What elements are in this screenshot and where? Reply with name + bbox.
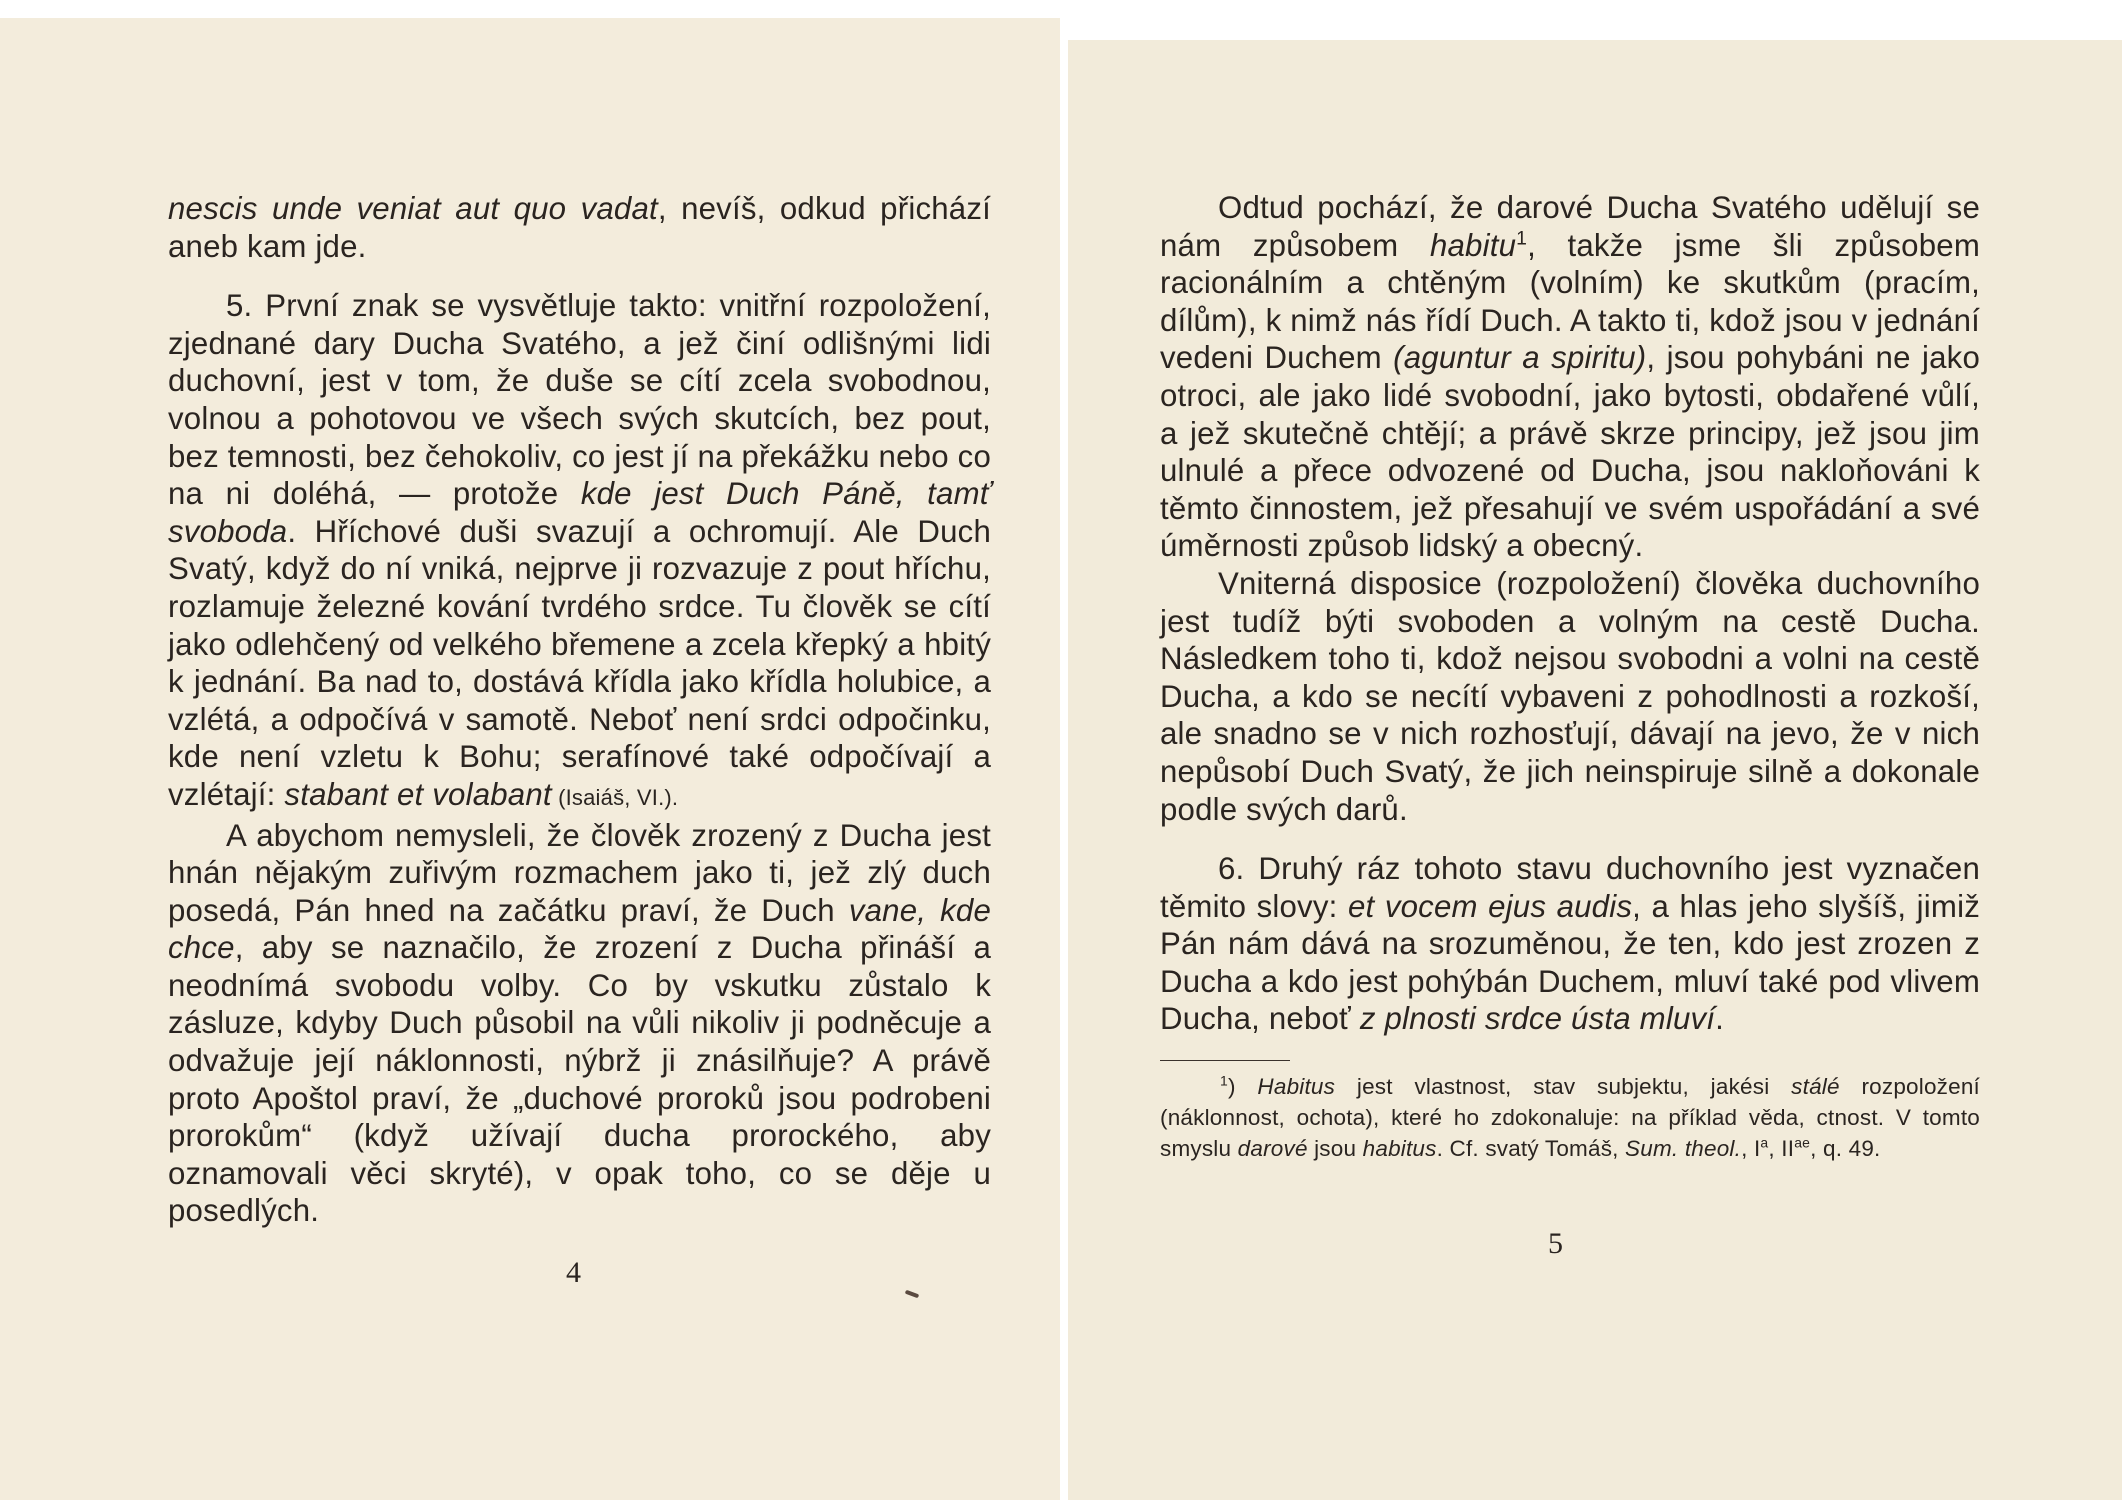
- text-run: (Isaiáš, VI.).: [551, 784, 679, 810]
- text-run: a: [1760, 1134, 1769, 1151]
- right-paragraph-1: [1160, 189, 1980, 565]
- text-run: jest vlastnost, stav subjektu, jakési: [1335, 1074, 1792, 1100]
- footnote-text: [1160, 1071, 1980, 1164]
- text-run: 1: [1516, 227, 1528, 250]
- right-paragraph-2: [1160, 565, 1980, 828]
- text-run: Odtud pochází, že darové Ducha Svatého udělují se nám způsobem: [1160, 190, 1980, 263]
- page-gutter: [1060, 0, 1068, 1500]
- page-number-right: 5: [1548, 1227, 1563, 1260]
- text-run: , q. 49.: [1810, 1136, 1881, 1162]
- left-paragraph-3: [168, 817, 991, 1231]
- text-run: kde jest Duch Páně, tamť svoboda: [168, 476, 991, 549]
- text-run: vane, kde chce: [168, 892, 991, 966]
- text-run: nescis unde veniat aut quo vadat: [168, 191, 658, 226]
- text-run: Vniterná disposice (rozpoložení) člověka duchovního jest tudíž býti svoboden a volným na cestě Ducha. Následkem toho ti, kdož nejsou svobodni a volni na cestě Ducha, a kdo se necítí vybaveni z pohodlnosti a rozkoší, ale snadno se v nich rozhosťují, dávají na jevo, že v nich nepůsobí Duch Svatý, že jich neinspiruje silně a dokonale podle svých darů.: [1160, 565, 1980, 827]
- text-run: , II: [1768, 1136, 1795, 1162]
- text-run: Habitus: [1257, 1074, 1336, 1100]
- left-paragraph-2: [168, 287, 991, 816]
- text-run: , I: [1741, 1136, 1761, 1162]
- text-run: stabant et volabant: [284, 776, 552, 812]
- text-run: . Cf. svatý Tomáš,: [1436, 1136, 1626, 1162]
- left-page-text: [168, 190, 991, 1230]
- text-run: .: [1715, 1001, 1725, 1037]
- text-run: habitus: [1362, 1136, 1437, 1162]
- text-run: , takže jsme šli způsobem racionálním a chtěným (volním) ke skutkům (pracím, dílům), k nimž nás řídí Duch. A takto ti, kdož jsou v jednání vedeni Duchem: [1160, 227, 1980, 376]
- text-run: A abychom nemysleli, že člověk zrozený z Ducha jest hnán nějakým zuřivým rozmachem jako ti, jež zlý duch posedá, Pán hned na začátku praví, že Duch: [168, 817, 991, 928]
- text-run: ae: [1794, 1134, 1811, 1151]
- text-run: . Hříchové duši svazují a ochromují. Ale Duch Svatý, když do ní vniká, nejprve ji rozvazuje z pout hříchu, rozlamuje železné kování tvrdého srdce. Tu člověk se cítí jako odlehčený od velkého břemene a zcela křepký a hbitý k jednání. Ba nad to, dostává křídla jako křídla holubice, a vzlétá, a odpočívá v samotě. Neboť není srdci odpočinku, kde není vzletu k Bohu; serafínové také odpočívají a vzlétají:: [168, 513, 991, 812]
- text-run: 1: [1220, 1072, 1228, 1089]
- text-run: jsou: [1307, 1136, 1363, 1162]
- right-paragraph-3: [1160, 850, 1980, 1038]
- footnote: [1160, 1071, 1980, 1164]
- text-run: habitu: [1429, 227, 1517, 263]
- text-run: darové: [1237, 1136, 1308, 1162]
- text-run: et vocem ejus audis: [1347, 888, 1633, 924]
- text-run: (aguntur a spiritu): [1393, 340, 1647, 376]
- text-run: ): [1227, 1074, 1258, 1100]
- text-run: z plnosti srdce ústa mluví: [1359, 1001, 1716, 1037]
- text-run: rozpoložení (náklonnost, ochota), které ho zdokonaluje: na příklad věda, ctnost. V tomto smyslu: [1160, 1074, 1980, 1162]
- text-run: , aby se naznačilo, že zrození z Ducha přináší a neodnímá svobodu volby. Co by vskutku zůstalo k zásluze, kdyby Duch působil na vůli nikoliv ji podněcuje a odvažuje její náklonnosti, nýbrž ji znásilňuje? A právě proto Apoštol praví, že „duchové proroků jsou podrobeni prorokům“ (když užívají ducha prorockého, aby oznamovali věci skryté), v opak toho, co se děje u posedlých.: [168, 930, 991, 1229]
- text-run: stálé: [1791, 1074, 1840, 1100]
- text-run: 5. První znak se vysvětluje takto: vnitřní rozpoložení, zjednané dary Ducha Svatého, a jež činí odlišnými lidi duchovní, jest v tom, že duše se cítí zcela svobodnou, volnou a pohotovou ve všech svých skutcích, bez pout, bez temnosti, bez čehokoliv, co jest jí na překážku nebo co na ni doléhá, — protože: [168, 288, 991, 512]
- text-run: , a hlas jeho slyšíš, jimiž Pán nám dává na srozuměnou, že ten, kdo jest zrozen z Ducha a kdo jest pohýbán Duchem, mluví také pod vlivem Ducha, neboť: [1160, 888, 1980, 1037]
- right-page-text: [1160, 189, 1980, 1164]
- footnote-rule: [1160, 1060, 1290, 1061]
- text-run: 6. Druhý ráz tohoto stavu duchovního jest vyznačen těmito slovy:: [1160, 851, 1980, 924]
- text-run: , jsou pohybáni ne jako otroci, ale jako lidé svobodní, jako bytosti, obdařené vůlí, a jež skutečně chtějí; a právě skrze principy, jež jsou jim ulnulé a přece odvozené od Ducha, jsou nakloňováni k těmto činnostem, jež přesahují ve svém uspořádání a své úměrnosti způsob lidský a obecný.: [1160, 340, 1980, 564]
- text-run: , nevíš, odkud přichází aneb kam jde.: [168, 191, 991, 264]
- page-number-left: 4: [566, 1256, 581, 1289]
- left-paragraph-1: [168, 190, 991, 265]
- text-run: Sum. theol.: [1625, 1136, 1742, 1162]
